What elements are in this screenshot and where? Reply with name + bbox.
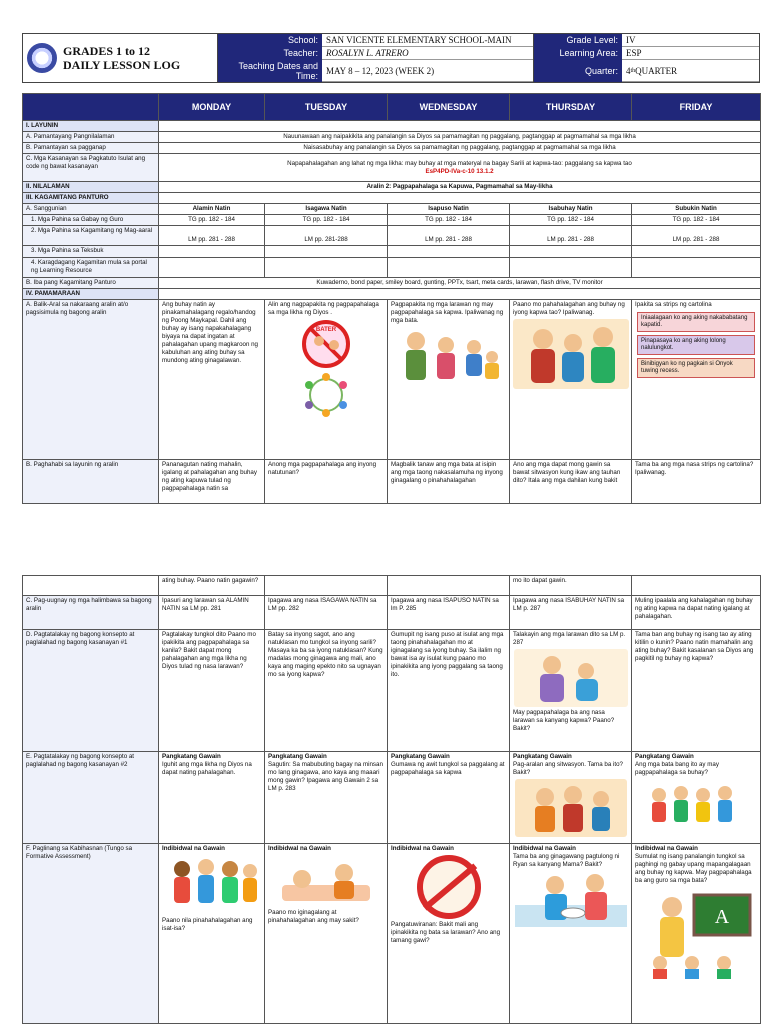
- deped-seal-icon: [27, 43, 57, 73]
- pagtatalakay1-wednesday: Gumupit ng isang puso at isulat ang mga taong pinahahalagahan mo at iginagalang sa iyong buhay. Sa ilalim ng bawat isa ay isulat kung paano mo ipinakikita ang iyong paggalang sa taong ito.: [388, 630, 510, 752]
- iba-pang-kagamitan-text: Kuwaderno, bond paper, smiley board, gunting, PPTx, tsart, meta cards, larawan, flash drive, TV monitor: [159, 278, 761, 289]
- children-together-image: [164, 855, 260, 915]
- label-karagdagang-kagamitan: 4. Karagdagang Kagamitan mula sa portal ng Learning Resource: [23, 258, 159, 278]
- row-balik-aral: [23, 300, 761, 460]
- pangkatang-gawain-heading: Pangkatang Gawain: [268, 753, 327, 760]
- balik-monday: Ang buhay natin ay pinakamahalagang regalo/handog ng Poong Maykapal. Dahil ang buhay ay isang napakahalagang biyaya na dapat ingatan at pahalagahan upang magkaroon ng kabuluhan ang ating buhay sa mundong ating ginagalawan.: [159, 300, 265, 460]
- paglinang-friday-cell: [632, 844, 761, 1024]
- teacher-label: Teacher:: [218, 47, 322, 60]
- balik-thursday: Paano mo pahahalagahan ang buhay ng iyong kapwa tao? Ipaliwanag.: [513, 301, 625, 316]
- cont-thursday: mo ito dapat gawin.: [510, 576, 632, 596]
- paglinang-tuesday: Paano mo iginagalang at pinahahalagahan ang may sakit?: [268, 909, 359, 924]
- label-pamantayang-pangnilalaman: A. Pamantayang Pangnilalaman: [23, 132, 159, 143]
- no-bullying-image: [286, 319, 366, 369]
- pamantayang-pangnilalaman-text: Nauunawaan ang naipakikita ang panalangin sa Diyos sa pamamagitan ng paggalang, pagtanggap at pagmamahal sa mga likha: [159, 132, 761, 143]
- pagtatalakay1-thursday-cell: [510, 630, 632, 752]
- kasanayan-cell: [159, 154, 761, 182]
- school-value: SAN VICENTE ELEMENTARY SCHOOL-MAIN: [322, 34, 533, 47]
- teacher-value: ROSALYN L. ATRERO: [322, 47, 533, 60]
- quarter-label: Quarter:: [534, 60, 622, 82]
- pagtatalakay2-wednesday-cell: [388, 752, 510, 844]
- family-hug-image: [513, 319, 629, 389]
- pagtatalakay2-tuesday-cell: [265, 752, 388, 844]
- section-layunin: I. LAYUNIN: [23, 121, 159, 132]
- indibidwal-gawain-heading: Indibidwal na Gawain: [162, 845, 225, 852]
- logo-line1: GRADES 1 to 12: [63, 44, 151, 58]
- pagtatalakay1-thursday: Talakayin ang mga larawan dito sa LM p. 287: [513, 631, 626, 646]
- lm-value: LM pp. 281 - 288: [632, 226, 761, 246]
- sanggunian-col: Isagawa Natin: [265, 204, 388, 215]
- no-bullying-sign-icon: [417, 855, 481, 919]
- paglinang-thursday-cell: [510, 844, 632, 1024]
- pag-uugnay-wednesday: Ipagawa ang nasa ISAPUSO NATIN sa lm P. 285: [388, 596, 510, 630]
- lm-value: LM pp. 281 - 288: [388, 226, 510, 246]
- label-balik-aral: A. Balik-Aral sa nakaraang aralin at/o pagsisimula ng bagong aralin: [23, 300, 159, 460]
- label-pagtatalakay-2: E. Pagtatalakay ng bagong konsepto at paglalahad ng bagong kasanayan #2: [23, 752, 159, 844]
- paglinang-wednesday: Pangatuwiranan: Bakit mali ang ipinakikita ng bata sa larawan? Ano ang tamang gawi?: [391, 921, 501, 944]
- children-fighting-image: [515, 779, 627, 837]
- school-label: School:: [218, 34, 322, 47]
- label-pag-uugnay: C. Pag-uugnay ng mga halimbawa sa bagong aralin: [23, 596, 159, 630]
- paghahabi-tuesday: Anong mga pagpapahalaga ang inyong natutunan?: [265, 460, 388, 504]
- nilalaman-text: Aralin 2: Pagpapahalaga sa Kapuwa, Pagmamahal sa May-likha: [159, 182, 761, 193]
- lm-value: LM pp. 281 - 288: [510, 226, 632, 246]
- pagtatalakay2-friday-cell: [632, 752, 761, 844]
- sanggunian-col: Isabuhay Natin: [510, 204, 632, 215]
- paghahabi-monday: Pananagutan nating mahalin, igalang at pahalagahan ang buhay ng ating kapuwa tulad ng pagpapahalaga natin sa: [159, 460, 265, 504]
- sanggunian-col: Alamin Natin: [159, 204, 265, 215]
- logo-block: [23, 34, 217, 82]
- grade-value: IV: [622, 34, 759, 47]
- sick-child-image: [272, 855, 380, 907]
- header-grade-info: [533, 34, 759, 82]
- pag-uugnay-tuesday: Ipagawa ang nasa ISAGAWA NATIN sa LM pp. 282: [265, 596, 388, 630]
- label-pagtatalakay-1: D. Pagtatalakay ng bagong konsepto at paglalahad ng bagong kasanayan #1: [23, 630, 159, 752]
- label-kasanayan: C. Mga Kasanayan sa Pagkatuto Isulat ang code ng bawat kasanayan: [23, 154, 159, 182]
- balik-thursday-cell: [510, 300, 632, 460]
- row-paghahabi: [23, 460, 761, 504]
- pagtatalakay1-friday: Tama ban ang buhay ng isang tao ay ating kitilin o kunin? Paano natin mamahalin ang ating buhay? Bakit kasalanan sa Diyos ang pagkitil ng buhay ng kapwa?: [632, 630, 761, 752]
- area-value: ESP: [622, 47, 759, 60]
- balik-tuesday-cell: [265, 300, 388, 460]
- happy-children-image: [641, 779, 751, 829]
- dates-value: MAY 8 – 12, 2023 (WEEK 2): [322, 60, 533, 82]
- label-kagamitang-mag-aaral: 2. Mga Pahina sa Kagamitang ng Mag-aaral: [23, 226, 159, 246]
- sanggunian-col: Subukin Natin: [632, 204, 761, 215]
- gabay-value: TG pp. 182 - 184: [510, 215, 632, 226]
- pangkatang-gawain-heading: Pangkatang Gawain: [635, 753, 694, 760]
- cont-monday: ating buhay. Paano natin gagawin?: [159, 576, 265, 596]
- paglinang-wednesday-cell: [388, 844, 510, 1024]
- row-pag-uugnay: [23, 596, 761, 630]
- row-pagtatalakay-2: [23, 752, 761, 844]
- day-thursday: THURSDAY: [510, 94, 632, 121]
- pagtatalakay2-monday: Iguhit ang mga likha ng Diyos na dapat nating pahalagahan.: [162, 761, 252, 776]
- lesson-table-page2: [22, 575, 761, 1024]
- section-kagamitang-panturo: III. KAGAMITANG PANTURO: [23, 193, 159, 204]
- svg-text:A: A: [714, 906, 730, 928]
- gabay-value: TG pp. 182 - 184: [265, 215, 388, 226]
- family-image: [394, 327, 504, 389]
- day-monday: MONDAY: [159, 94, 265, 121]
- day-tuesday: TUESDAY: [265, 94, 388, 121]
- row-paglinang: [23, 844, 761, 1024]
- pagtatalakay1-monday: Pagtalakay tungkol dito Paano mo ipakikita ang pagpapahalaga sa kanila? Bakit dapat mong pahalagahan ang mga likha ng Diyos tulad ng nasa larawan?: [159, 630, 265, 752]
- lm-value: LM pp. 281 - 288: [159, 226, 265, 246]
- pag-uugnay-friday: Muling ipaalala ang kahalagahan ng buhay ng ating kapwa na dapat nating igalang at pahalagahan.: [632, 596, 761, 630]
- lesson-table-page1: [22, 93, 761, 504]
- pagtatalakay2-monday-cell: [159, 752, 265, 844]
- quarter-value: 4 th QUARTER: [622, 60, 759, 82]
- dates-label: Teaching Dates and Time:: [218, 60, 322, 82]
- row-pagtatalakay-1: [23, 630, 761, 752]
- pagtatalakay2-friday: Ang mga bata bang ito ay may pagpapahalaga sa buhay?: [635, 761, 719, 776]
- label-gabay-ng-guro: 1. Mga Pahina sa Gabay ng Guro: [23, 215, 159, 226]
- pagtatalakay2-thursday: Pag-aralan ang sitwasyon. Tama ba ito? Bakit?: [513, 761, 623, 776]
- paghahabi-friday: Tama ba ang mga nasa strips ng cartolina? Ipaliwanag.: [632, 460, 761, 504]
- cartolina-strip-2: Pinapasaya ko ang aking lolong nalulungkot.: [637, 335, 755, 355]
- header-school-info: [217, 34, 533, 82]
- pangkatang-gawain-heading: Pangkatang Gawain: [513, 753, 572, 760]
- gabay-value: TG pp. 182 - 184: [632, 215, 761, 226]
- section-nilalaman: II. NILALAMAN: [23, 182, 159, 193]
- balik-friday-cell: [632, 300, 761, 460]
- gabay-value: TG pp. 182 - 184: [159, 215, 265, 226]
- balik-wednesday: Pagpapakita ng mga larawan ng may pagpapahalaga sa kapwa. Ipaliwanag ng mga bata.: [391, 301, 504, 324]
- day-friday: FRIDAY: [632, 94, 761, 121]
- pangkatang-gawain-heading: Pangkatang Gawain: [162, 753, 221, 760]
- sanggunian-col: Isapuso Natin: [388, 204, 510, 215]
- teacher-with-students-image: [638, 887, 754, 979]
- cartolina-strip-3: Binibigyan ko ng pagkain si Onyok tuwing recess.: [637, 358, 755, 378]
- indibidwal-gawain-heading: Indibidwal na Gawain: [635, 845, 698, 852]
- indibidwal-gawain-heading: Indibidwal na Gawain: [513, 845, 576, 852]
- paghahabi-wednesday: Magbalik tanaw ang mga bata at isipin ang mga taong nakasalamuha ng inyong ginagalang o pinahahalagahan: [388, 460, 510, 504]
- paglinang-friday: Sumulat ng isang panalangin tungkol sa paghingi ng gabay upang mapangalagaan ang buhay ng kapwa. May pagpapahalaga ba ang guro sa mga bata?: [635, 853, 752, 884]
- label-pamantayan-sa-pagganap: B. Pamantayan sa pagganap: [23, 143, 159, 154]
- grade-label: Grade Level:: [534, 34, 622, 47]
- pag-uugnay-thursday: Ipagawa ang nasa ISABUHAY NATIN sa LM p. 287: [510, 596, 632, 630]
- lm-value: LM pp. 281-288: [265, 226, 388, 246]
- pagtatalakay2-thursday-cell: [510, 752, 632, 844]
- pangkatang-gawain-heading: Pangkatang Gawain: [391, 753, 450, 760]
- area-label: Learning Area:: [534, 47, 622, 60]
- indibidwal-gawain-heading: Indibidwal na Gawain: [268, 845, 331, 852]
- paglinang-tuesday-cell: [265, 844, 388, 1024]
- label-sanggunian: A. Sanggunian: [23, 204, 159, 215]
- cartolina-strip-1: Iniaalagaan ko ang aking nakababatang kapatid.: [637, 312, 755, 332]
- pagtatalakay2-tuesday: Sagutin: Sa mabubuting bagay na minsan mo lang ginagawa, ano kaya ang maaari mong gawin? Ipagawa ang Gawain 2 sa LM p. 283: [268, 761, 383, 792]
- pagtatalakay1-tuesday: Batay sa inyong sagot, ano ang natuklasan mo tungkol sa inyong sarili? Masaya ka ba sa iyong natuklasan? Kung madalas mong ginagawa ang mali, ano kaya ang maging epekto nito sa ugnayan mo sa iyong kapwa?: [265, 630, 388, 752]
- kasanayan-code: EsP4PD-IVa-c-10 13.1.2: [425, 167, 494, 175]
- section-pamamaraan: IV. PAMAMARAAN: [23, 289, 159, 300]
- pagtatalakay2-wednesday: Gumawa ng awit tungkol sa paggalang at pagpapahalaga sa kapwa: [391, 761, 505, 776]
- header: [22, 33, 760, 83]
- pamantayan-sa-pagganap-text: Naisasabuhay ang panalangin sa Diyos sa pamamagitan ng paggalang, pagtanggap at pagmamahal sa mga likha: [159, 143, 761, 154]
- indibidwal-gawain-heading: Indibidwal na Gawain: [391, 845, 454, 852]
- balik-friday: Ipakita sa strips ng cartolina: [635, 301, 712, 308]
- label-paghahabi: B. Paghahabi sa layunin ng aralin: [23, 460, 159, 504]
- pag-uugnay-monday: Ipasuri ang larawan sa ALAMIN NATIN sa LM pp. 281: [159, 596, 265, 630]
- paglinang-monday: Paano nila pinahahalagahan ang isat-isa?: [162, 917, 253, 932]
- row-continuation: [23, 576, 761, 596]
- day-header-row: [23, 94, 761, 121]
- logo-line2: DAILY LESSON LOG: [63, 58, 181, 72]
- paglinang-monday-cell: [159, 844, 265, 1024]
- pagtatalakay1-thursday-question: May pagpapahalaga ba ang nasa larawan sa kanyang kapwa? Paano? Bakit?: [513, 709, 615, 732]
- caring-mother-image: [514, 649, 628, 707]
- label-paglinang: F. Paglinang sa Kabihasnan (Tungo sa Formative Assessment): [23, 844, 159, 1024]
- balik-wednesday-cell: [388, 300, 510, 460]
- children-circle-image: [291, 371, 361, 419]
- gabay-value: TG pp. 182 - 184: [388, 215, 510, 226]
- kasanayan-text: Napapahalagahan ang lahat ng mga likha: may buhay at mga materyal na bagay Sarili at kapwa-tao: paggalang sa kapwa tao: [287, 159, 632, 167]
- child-washing-dishes-image: [515, 871, 627, 931]
- label-iba-pang-kagamitan: B. Iba pang Kagamitang Panturo: [23, 278, 159, 289]
- label-teksbuk: 3. Mga Pahina sa Teksbuk: [23, 246, 159, 258]
- balik-tuesday: Alin ang nagpapakita ng pagpapahalaga sa mga likha ng Diyos .: [268, 301, 379, 316]
- day-wednesday: WEDNESDAY: [388, 94, 510, 121]
- paghahabi-thursday: Ano ang mga dapat mong gawin sa bawat sitwasyon kung ikaw ang tauhan dito? Itala ang mga dahilan kung bakit: [510, 460, 632, 504]
- paglinang-thursday: Tama ba ang ginagawang pagtulong ni Ryan sa kanyang Mama? Bakit?: [513, 853, 620, 868]
- bater-label: BATER: [315, 327, 337, 333]
